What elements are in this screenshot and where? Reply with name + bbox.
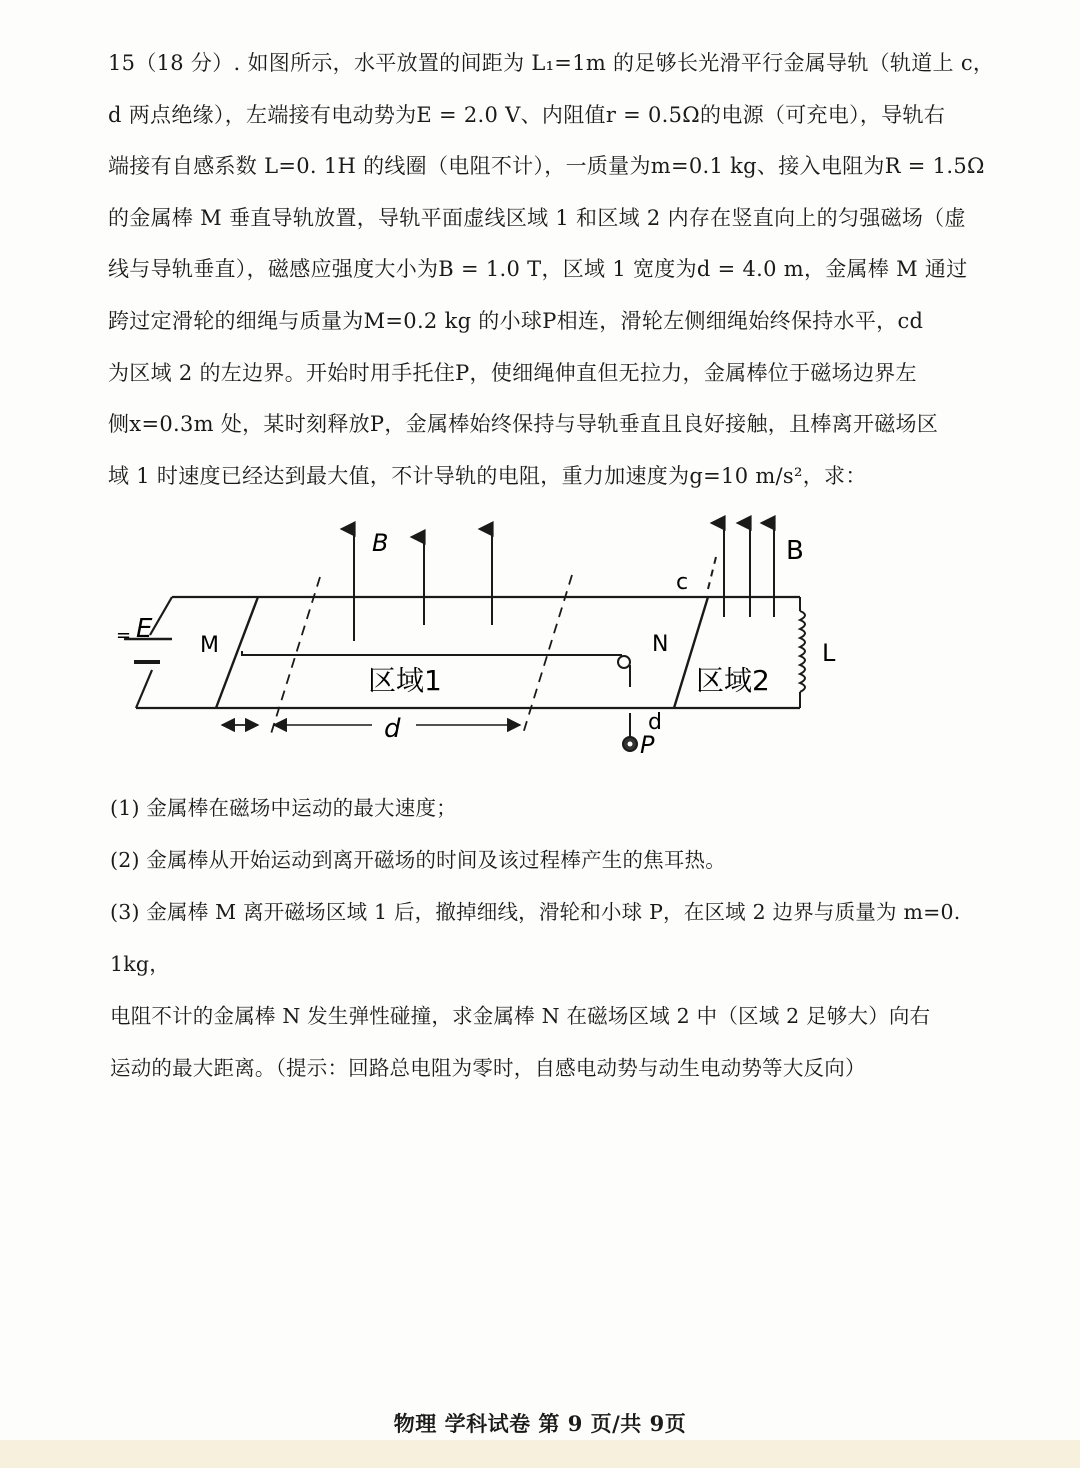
problem-line-3: 端接有自感系数 L=0. 1H 的线圈（电阻不计），一质量为m=0.1 kg、接入电阻为R = 1.5Ω xyxy=(108,154,985,179)
rope xyxy=(242,651,622,655)
label-width-d: d xyxy=(384,714,401,744)
label-N: N xyxy=(652,632,669,657)
label-E: E xyxy=(136,614,153,644)
label-c: c xyxy=(676,570,689,595)
problem-line-5: 线与导轨垂直），磁感应强度大小为B = 1.0 T，区域 1 宽度为d = 4.0 m，金属棒 M 通过 xyxy=(108,257,968,282)
label-P: P xyxy=(640,731,655,759)
inductor-coil xyxy=(800,611,805,692)
label-region1: 区域1 xyxy=(368,664,442,697)
label-B-left: B xyxy=(372,529,389,557)
question-3-line-1: (3) 金属棒 M 离开磁场区域 1 后，撤掉细线，滑轮和小球 P，在区域 2 边界与质量为 m=0. 1kg， xyxy=(110,900,961,976)
label-B-right: B xyxy=(786,536,804,566)
question-2: (2) 金属棒从开始运动到离开磁场的时间及该过程棒产生的焦耳热。 xyxy=(110,848,726,872)
label-L: L xyxy=(822,639,836,667)
label-M: M xyxy=(200,633,219,658)
circuit-diagram xyxy=(110,515,850,775)
problem-line-7: 为区域 2 的左边界。开始时用手托住P，使细绳伸直但无拉力，金属棒位于磁场边界左 xyxy=(108,360,917,385)
pulley xyxy=(618,656,630,668)
question-3-line-2: 电阻不计的金属棒 N 发生弹性碰撞，求金属棒 N 在磁场区域 2 中（区域 2 足够大）向右 xyxy=(110,1004,931,1028)
circuit-diagram-svg xyxy=(110,515,850,775)
label-E-dash: = xyxy=(116,625,132,646)
page-bottom-tint xyxy=(0,1440,1080,1468)
questions xyxy=(110,782,1010,1094)
region1-left-boundary xyxy=(270,577,320,737)
label-region2: 区域2 xyxy=(696,664,770,697)
problem-line-4: 的金属棒 M 垂直导轨放置，导轨平面虚线区域 1 和区域 2 内存在竖直向上的匀强磁场（虚 xyxy=(108,205,966,230)
left-rail-top xyxy=(150,597,172,635)
problem-statement xyxy=(108,38,1008,502)
cd-boundary-upper xyxy=(708,557,716,589)
problem-line-2: d 两点绝缘），左端接有电动势为E = 2.0 V、内阻值r = 0.5Ω的电源（可充电），导轨右 xyxy=(108,102,946,127)
label-d-point: d xyxy=(648,710,662,735)
question-3-line-3: 运动的最大距离。（提示：回路总电阻为零时，自感电动势与动生电动势等大反向） xyxy=(110,1056,866,1080)
problem-line-8: 侧x=0.3m 处，某时刻释放P，金属棒始终保持与导轨垂直且良好接触，且棒离开磁场区 xyxy=(108,412,939,437)
problem-line-6: 跨过定滑轮的细绳与质量为M=0.2 kg 的小球P相连，滑轮左侧细绳始终保持水平，cd xyxy=(108,308,924,333)
left-rail-bottom xyxy=(136,670,152,708)
bar-M xyxy=(216,597,258,708)
ball-P-center xyxy=(628,742,633,747)
problem-line-1: 15（18 分）. 如图所示，水平放置的间距为 L₁=1m 的足够长光滑平行金属导轨（轨道上 c， xyxy=(108,51,995,75)
problem-line-9: 域 1 时速度已经达到最大值，不计导轨的电阻，重力加速度为g=10 m/s²，求： xyxy=(108,463,867,488)
page-footer: 物理 学科试卷 第 9 页/共 9页 xyxy=(393,1411,687,1436)
question-1: (1) 金属棒在磁场中运动的最大速度； xyxy=(110,796,457,820)
